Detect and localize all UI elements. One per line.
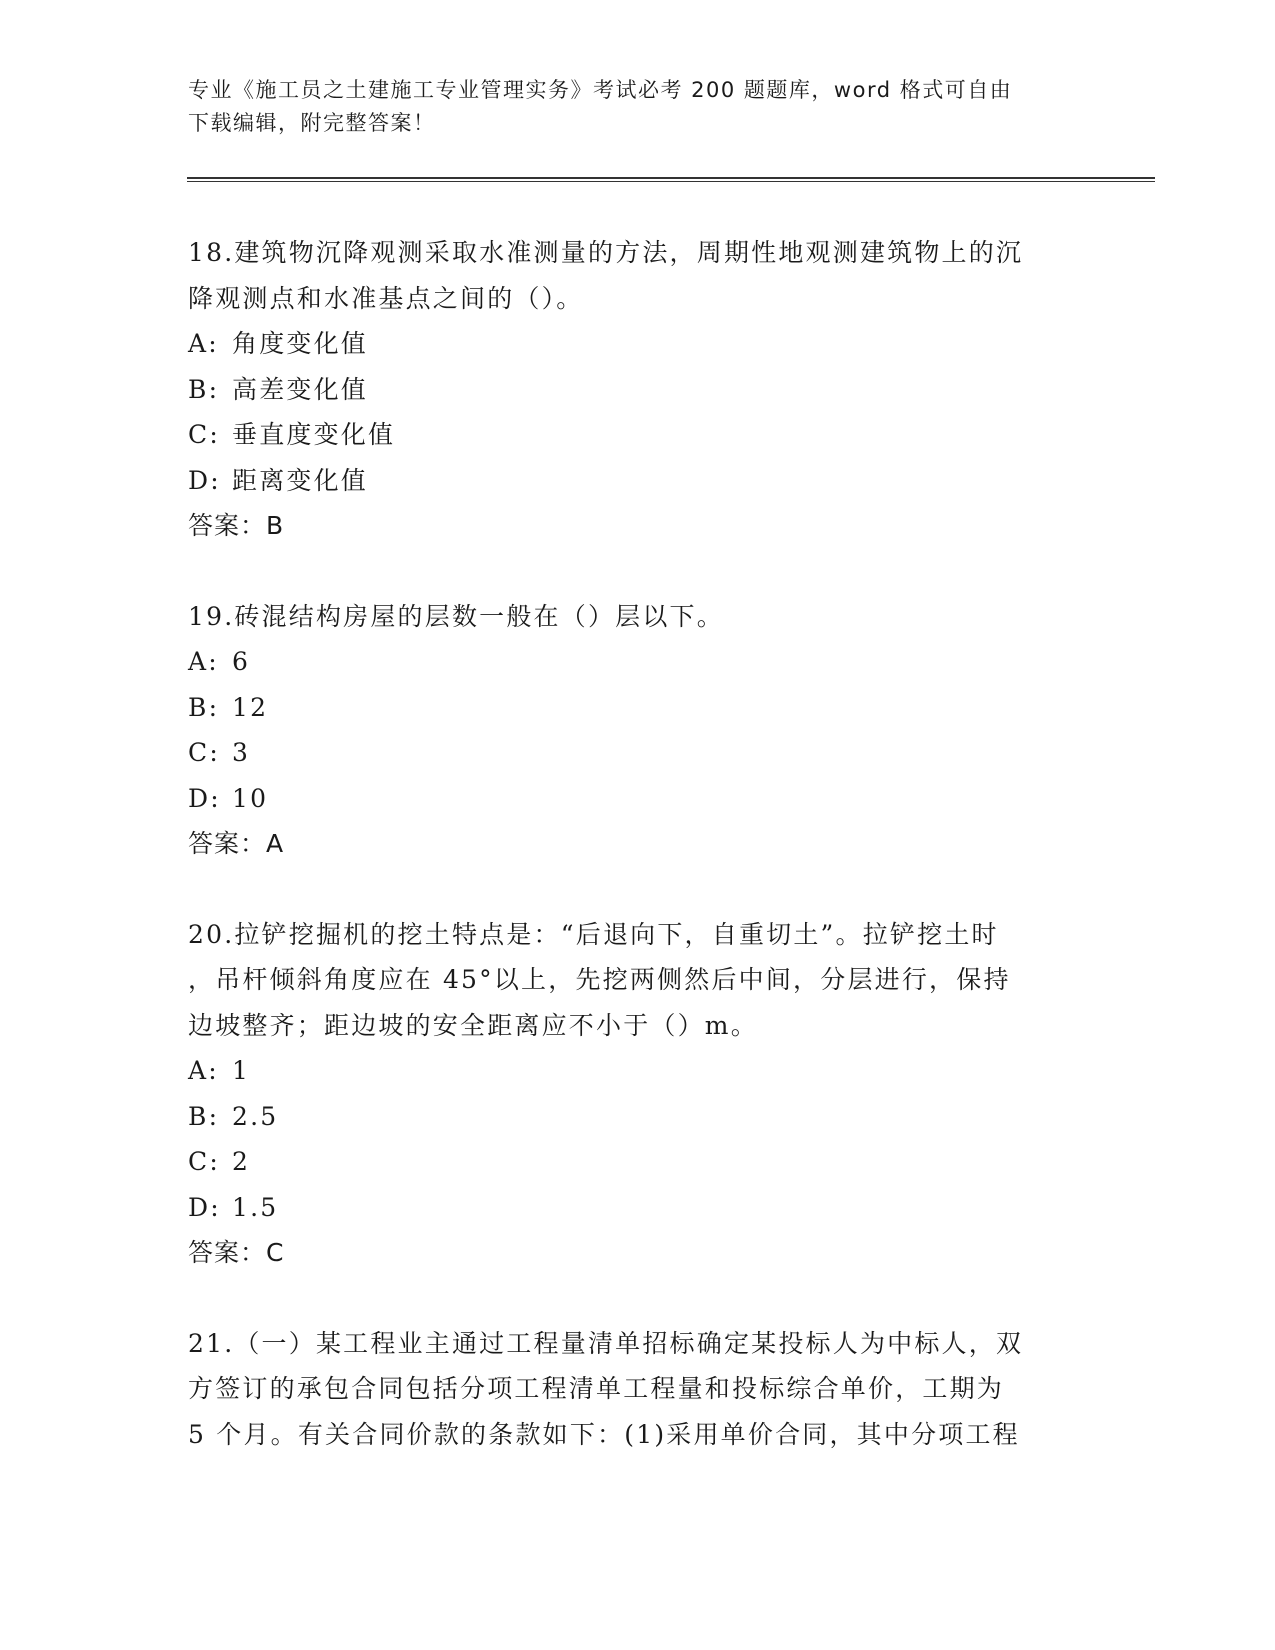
option-letter: C: [188,420,220,449]
question-text-line: 降观测点和水准基点之间的（）。 [188,283,584,313]
question-19 [188,594,1088,867]
option-c [188,1139,1088,1185]
answer-line: 答案：A [188,829,285,858]
header-line-2: 下载编辑，附完整答案！ [188,111,436,135]
option-letter: D: [188,465,221,495]
option-text: 2.5 [232,1101,279,1131]
option-text: 距离变化值 [232,465,369,495]
option-d [188,776,1088,822]
question-text-line: ，吊杆倾斜角度应在 45°以上，先挖两侧然后中间，分层进行，保持 [188,965,1011,994]
option-a [188,639,1088,685]
question-text-line: 21.（一）某工程业主通过工程量清单招标确定某投标人为中标人，双 [188,1328,1024,1358]
option-b [188,367,1088,413]
option-text: 10 [232,783,269,813]
option-c [188,412,1088,458]
option-text: 角度变化值 [232,329,369,358]
option-letter: D: [188,1192,221,1222]
question-text-line: 19.砖混结构房屋的层数一般在（）层以下。 [188,601,724,631]
option-b [188,1094,1088,1140]
option-letter: B: [188,692,220,722]
option-text: 12 [232,692,269,722]
question-21 [188,1321,1088,1458]
question-spacer [188,549,1088,594]
option-letter: A: [188,1056,219,1085]
header-divider [187,177,1155,182]
answer-line: 答案：C [188,1238,285,1267]
option-letter: C: [188,738,220,767]
question-text-line: 方签订的承包合同包括分项工程清单工程量和投标综合单价，工期为 [188,1374,1005,1403]
option-a [188,321,1088,367]
question-text-line: 18.建筑物沉降观测采取水准测量的方法，周期性地观测建筑物上的沉 [188,238,1024,267]
option-letter: A: [188,329,219,358]
question-list [188,230,1088,1457]
question-18 [188,230,1088,549]
header-line-1: 专业《施工员之土建施工专业管理实务》考试必考 200 题题库，word 格式可自由 [188,78,1013,102]
question-spacer [188,867,1088,912]
option-letter: A: [188,647,219,676]
option-c [188,730,1088,776]
question-spacer [188,1276,1088,1321]
option-text: 1.5 [232,1192,279,1222]
question-text-line: 20.拉铲挖掘机的挖土特点是：“后退向下，自重切土”。拉铲挖土时 [188,919,999,949]
option-letter: C: [188,1147,220,1176]
option-text: 垂直度变化值 [232,420,396,449]
option-letter: D: [188,783,221,813]
option-d [188,1185,1088,1231]
option-text: 高差变化值 [232,374,369,404]
option-b [188,685,1088,731]
option-a [188,1048,1088,1094]
option-text: 3 [232,738,251,767]
question-text-line: 5 个月。有关合同价款的条款如下：(1)采用单价合同，其中分项工程 [188,1419,1020,1449]
option-text: 2 [232,1147,251,1176]
question-text-line: 边坡整齐；距边坡的安全距离应不小于（）m。 [188,1010,758,1040]
answer-line: 答案：B [188,511,285,540]
option-letter: B: [188,1101,220,1131]
option-text: 1 [232,1056,251,1085]
question-20 [188,912,1088,1276]
option-letter: B: [188,374,220,404]
document-header [188,74,1068,140]
option-text: 6 [232,647,251,676]
option-d [188,458,1088,504]
